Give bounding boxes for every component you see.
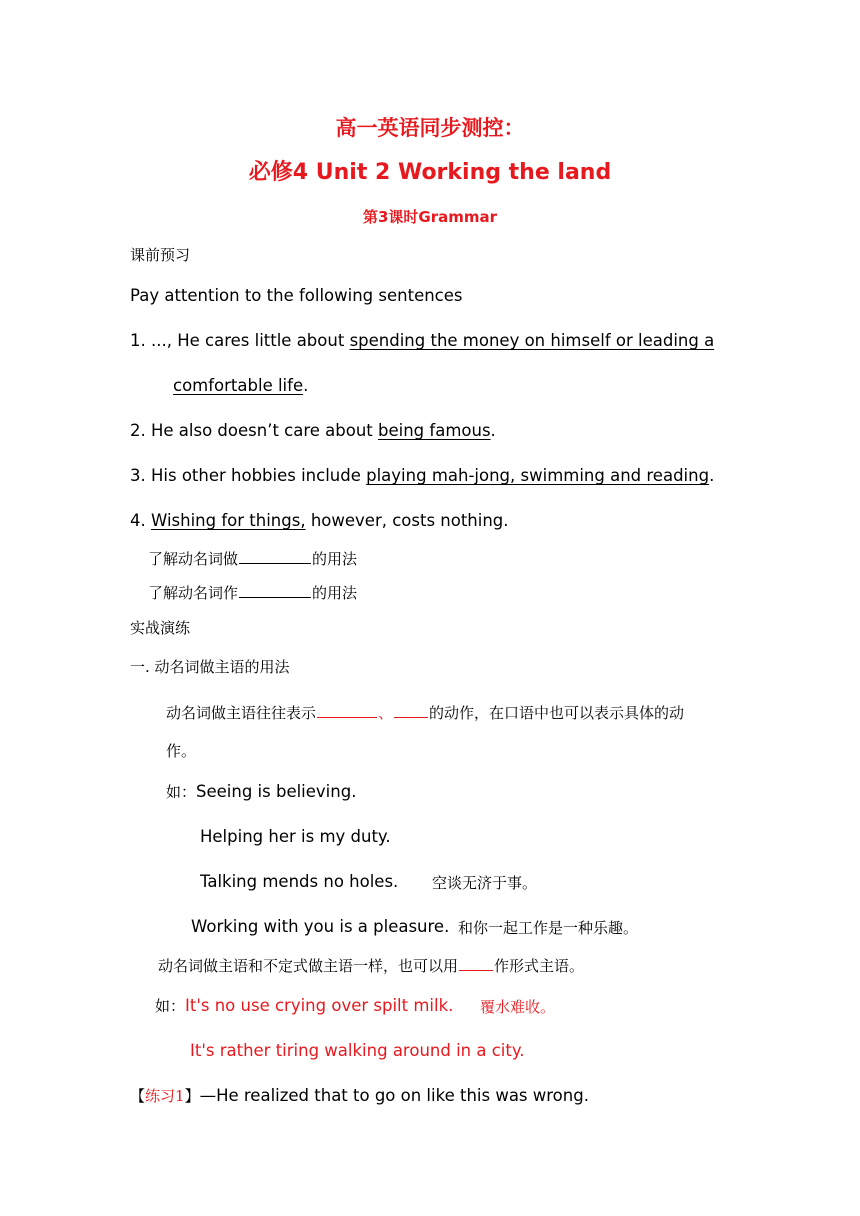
formal-subject-end: 作形式主语。 xyxy=(494,957,585,975)
sentence-2-text: 2. He also doesn’t care about xyxy=(130,421,379,440)
preview-intro: Pay attention to the following sentences xyxy=(130,286,463,305)
fill-blank[interactable] xyxy=(239,596,311,598)
separator: 、 xyxy=(378,704,394,722)
sentence-2 xyxy=(130,421,496,441)
practice-heading: 实战演练 xyxy=(130,619,191,637)
sentence-1 xyxy=(130,331,714,351)
example-5-translation: 覆水难收。 xyxy=(480,998,556,1016)
description-text: 动名词做主语往往表示 xyxy=(166,704,317,722)
example-1-text: Seeing is believing. xyxy=(196,782,357,801)
example-6: It's rather tiring walking around in a city. xyxy=(190,1041,525,1060)
example-label: 如： xyxy=(166,783,197,801)
example-3-translation: 空谈无济于事。 xyxy=(432,874,538,892)
bracket-close: 】 xyxy=(184,1087,200,1105)
note-1-text: 了解动名词做 xyxy=(148,550,239,568)
example-5 xyxy=(155,996,453,1016)
lesson-title: 第3课时Grammar xyxy=(362,208,498,226)
sentence-2-underlined: being famous xyxy=(378,421,491,440)
example-3: Talking mends no holes. xyxy=(200,872,399,891)
example-4: Working with you is a pleasure. xyxy=(191,917,450,936)
sentence-3-underlined: playing mah-jong, swimming and reading xyxy=(366,466,710,485)
fill-blank[interactable] xyxy=(317,716,377,718)
sentence-1-text: 1. ..., He cares little about xyxy=(130,331,350,350)
description-text-end: 的动作，在口语中也可以表示具体的动 xyxy=(429,704,685,722)
sentence-4-underlined: Wishing for things, xyxy=(151,511,306,530)
document-title: 高一英语同步测控： xyxy=(335,116,525,140)
gerund-description xyxy=(166,704,684,722)
sentence-3-text: 3. His other hobbies include xyxy=(130,466,367,485)
example-4-translation: 和你一起工作是一种乐趣。 xyxy=(458,919,639,937)
sentence-4-end: however, costs nothing. xyxy=(305,511,509,530)
formal-subject-note xyxy=(158,957,584,975)
sentence-4 xyxy=(130,511,509,531)
section-1-heading: 一. 动名词做主语的用法 xyxy=(130,658,290,676)
fill-blank[interactable] xyxy=(239,562,311,564)
sentence-3 xyxy=(130,466,714,486)
example-1 xyxy=(166,782,356,802)
note-2-text: 了解动名词作 xyxy=(148,584,239,602)
unit-title: 必修4 Unit 2 Working the land xyxy=(248,160,612,185)
example-5-text: It's no use crying over spilt milk. xyxy=(185,996,454,1015)
note-1-end: 的用法 xyxy=(312,550,358,568)
fill-blank[interactable] xyxy=(394,716,428,718)
note-2-end: 的用法 xyxy=(312,584,358,602)
note-2 xyxy=(148,584,357,602)
exercise-1 xyxy=(130,1086,589,1106)
bracket-open: 【 xyxy=(130,1087,146,1105)
sentence-1-underlined-cont: comfortable life xyxy=(173,376,304,395)
sentence-4-num: 4. xyxy=(130,511,151,530)
fill-blank[interactable] xyxy=(459,969,493,971)
example-2: Helping her is my duty. xyxy=(200,827,391,846)
example-label: 如： xyxy=(155,997,186,1015)
sentence-1-end: . xyxy=(303,376,309,395)
sentence-3-end: . xyxy=(709,466,715,485)
exercise-text: —He realized that to go on like this was wrong. xyxy=(199,1086,589,1105)
preview-heading: 课前预习 xyxy=(130,246,191,264)
exercise-label: 练习1 xyxy=(145,1087,185,1105)
sentence-2-end: . xyxy=(490,421,496,440)
gerund-description-cont: 作。 xyxy=(166,742,197,760)
formal-subject-text: 动名词做主语和不定式做主语一样，也可以用 xyxy=(158,957,459,975)
sentence-1-continued xyxy=(173,376,308,396)
sentence-1-underlined: spending the money on himself or leading a xyxy=(349,331,715,350)
note-1 xyxy=(148,550,357,568)
